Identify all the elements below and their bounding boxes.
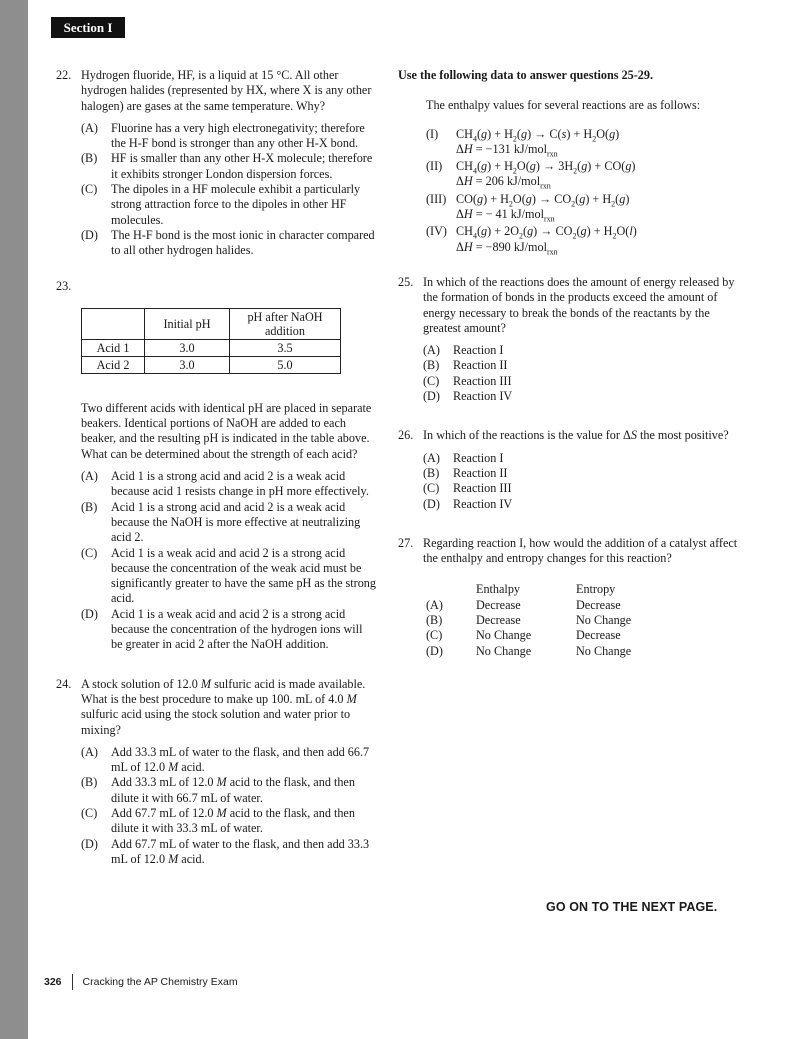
question-number: 27. [398, 535, 414, 550]
table-row [82, 339, 341, 356]
question-24 [56, 677, 376, 868]
question-23 [56, 279, 376, 653]
choice-text: Reaction II [453, 358, 508, 373]
page-footer [44, 974, 238, 990]
choice-label: (A) [81, 120, 98, 135]
enthalpy-value: ΔH = 206 kJ/mol$_{rxn}$ [456, 174, 551, 191]
table-cell: Acid 2 [82, 356, 145, 373]
table-cell: No Change [576, 613, 632, 628]
table-header: Initial pH [145, 308, 230, 339]
choice-text: Acid 1 is a weak acid and acid 2 is a strong acid because the concentration of the weak acid must be significantly greater to have the same pH as the strong acid. [111, 545, 376, 606]
answer-choice [81, 837, 376, 868]
question-25 [398, 275, 743, 404]
answer-choice [423, 497, 743, 512]
choice-text: HF is smaller than any other H-X molecule; therefore it exhibits stronger London dispersion forces. [111, 151, 373, 181]
choice-label: (D) [81, 606, 98, 621]
choice-label: (B) [81, 775, 98, 790]
ph-table [81, 308, 341, 374]
choice-label: (B) [423, 465, 440, 480]
reaction-equation: $CO(g) + H_2O(g) \to CO_2(g) + H_2(g)$ [456, 191, 630, 209]
table-cell: Decrease [576, 628, 621, 643]
answer-choice [423, 374, 743, 389]
answer-choice [81, 151, 376, 182]
reaction-item [426, 127, 743, 142]
question-stem: Regarding reaction I, how would the addition of a catalyst affect the enthalpy and entropy changes for this reaction? [423, 535, 738, 566]
choice-label: (D) [423, 496, 440, 511]
choice-label: (A) [81, 469, 98, 484]
table-header: Enthalpy [476, 582, 521, 597]
choice-text: Reaction III [453, 481, 512, 496]
question-stem: A stock solution of 12.0 M sulfuric acid is made available. What is the best procedure to make up 100. mL of 4.0 M sulfuric acid using the stock solution and water prior to mixing? [81, 676, 366, 737]
answer-choice [423, 466, 743, 481]
table-cell: 3.0 [145, 339, 230, 356]
answer-choice [423, 343, 743, 358]
table-cell: 3.0 [145, 356, 230, 373]
question-27 [398, 536, 743, 659]
choice-label: (C) [423, 373, 440, 388]
answer-choice [81, 500, 376, 546]
answer-choices [398, 343, 743, 404]
enthalpy-value: ΔH = −890 kJ/mol$_{rxn}$ [456, 239, 558, 257]
choice-label: (C) [423, 481, 440, 496]
choice-text: Add 67.7 mL of 12.0 M acid to the flask, and then dilute it with 33.3 mL of water. [111, 805, 355, 836]
answer-choice [81, 775, 376, 806]
choice-label: (C) [81, 182, 98, 197]
table-header [426, 582, 476, 597]
choice-text: Reaction IV [453, 389, 513, 404]
book-title: Cracking the AP Chemistry Exam [82, 976, 238, 988]
answer-choice [81, 121, 376, 152]
answer-choices [56, 469, 376, 653]
question-26 [398, 428, 743, 511]
choice-text: Fluorine has a very high electronegativity; therefore the H-F bond is stronger than any other H-X bond. [111, 120, 365, 151]
question-22 [56, 68, 376, 259]
data-intro: The enthalpy values for several reactions are as follows: [426, 98, 701, 113]
reaction-label: (II) [426, 159, 443, 174]
table-cell: No Change [476, 628, 532, 643]
answer-choice [81, 546, 376, 607]
question-number: 25. [398, 274, 414, 289]
go-on-notice: GO ON TO THE NEXT PAGE. [546, 900, 718, 914]
choice-text: Add 33.3 mL of water to the flask, and then add 66.7 mL of 12.0 M acid. [111, 744, 370, 775]
answer-choice [81, 228, 376, 259]
reaction-equation: $CH_4(g) + H_2(g) \to C(s) + H_2O(g)$ [456, 126, 620, 144]
choice-label: (D) [426, 643, 443, 658]
table-cell: Decrease [576, 597, 621, 612]
answer-choice [423, 481, 743, 496]
answer-choice [423, 358, 743, 373]
footer-divider [72, 974, 73, 990]
question-number: 22. [56, 68, 72, 82]
choice-label: (B) [426, 613, 443, 628]
choice-text: The dipoles in a HF molecule exhibit a particularly strong attraction force to the dipoles in other HF molecules. [111, 182, 361, 227]
choice-text: Reaction III [453, 373, 512, 388]
table-cell: No Change [476, 643, 532, 658]
choice-text: Reaction I [453, 450, 504, 465]
choice-label: (A) [426, 597, 443, 612]
table-cell: Decrease [476, 613, 521, 628]
table-cell: Acid 1 [82, 339, 145, 356]
choice-label: (D) [423, 389, 440, 404]
choice-text: Acid 1 is a strong acid and acid 2 is a weak acid because acid 1 resists change in pH more effectively. [111, 469, 369, 499]
answer-choices [398, 451, 743, 512]
choice-text: Acid 1 is a strong acid and acid 2 is a weak acid because the NaOH is more effective at neutralizing acid 2. [111, 499, 361, 545]
answer-choice [423, 389, 743, 404]
right-column [398, 68, 743, 659]
choice-label: (C) [426, 628, 443, 643]
table-cell: 5.0 [230, 356, 341, 373]
table-cell: No Change [576, 643, 632, 658]
choice-text: Add 33.3 mL of 12.0 M acid to the flask, and then dilute it with 66.7 mL of water. [111, 775, 355, 805]
table-cell: 3.5 [230, 339, 341, 356]
reaction-item [426, 224, 743, 239]
page-number: 326 [44, 976, 62, 988]
answer-choice [423, 451, 743, 466]
answer-choices [56, 745, 376, 867]
page-gutter [0, 0, 28, 1039]
choice-text: The H-F bond is the most ionic in character compared to all other hydrogen halides. [111, 227, 375, 258]
reaction-equation: $CH_4(g) + H_2O(g) \to 3H_2(g) + CO(g)$ [456, 159, 636, 176]
choice-label: (B) [81, 151, 98, 166]
question-stem: Two different acids with identical pH are placed in separate beakers. Identical portions of NaOH are added to each beaker, and the resulting pH is indicated in the table above. What can be determined about the strength of each acid? [81, 400, 372, 461]
enthalpy-value: ΔH = − 41 kJ/mol$_{rxn}$ [456, 207, 555, 224]
answer-choice [81, 469, 376, 500]
left-column [56, 68, 376, 867]
question-number: 26. [398, 428, 414, 443]
choice-text: Reaction I [453, 343, 504, 358]
enthalpy-entropy-table [426, 582, 743, 658]
reaction-item [426, 192, 743, 207]
table-header: pH after NaOH addition [230, 308, 341, 339]
answer-choice [81, 182, 376, 228]
reaction-equation: $CH_4(g) + 2O_2(g) \to CO_2(g) + H_2O(l)$ [456, 224, 637, 241]
reaction-label: (I) [426, 126, 439, 141]
question-stem: Hydrogen fluoride, HF, is a liquid at 15 °C. All other hydrogen halides (represented by HX, where X is any other halogen) are gases at the same temperature. Why? [81, 68, 372, 113]
reaction-list [426, 127, 743, 255]
choice-label: (B) [423, 358, 440, 373]
reaction-item [426, 159, 743, 174]
enthalpy-value: ΔH = −131 kJ/mol$_{rxn}$ [456, 141, 558, 159]
answer-choices [56, 121, 376, 259]
table-cell: Decrease [476, 597, 521, 612]
choice-label: (A) [423, 343, 440, 358]
question-stem: In which of the reactions does the amount of energy released by the formation of bonds in the products exceed the amount of energy necessary to break the bonds of the reactants by the greatest amount? [423, 274, 735, 335]
table-row [82, 356, 341, 373]
section-tab: Section I [51, 17, 125, 38]
choice-label: (D) [81, 227, 98, 242]
choice-label: (C) [81, 545, 98, 560]
question-number: 24. [56, 676, 72, 691]
choice-label: (A) [81, 744, 98, 759]
table-header: Entropy [576, 582, 616, 597]
table-header [82, 308, 145, 339]
answer-choice [81, 745, 376, 776]
question-number: 23. [56, 278, 72, 293]
answer-choice [81, 806, 376, 837]
answer-choice [81, 607, 376, 653]
choice-text: Add 67.7 mL of water to the flask, and then add 33.3 mL of 12.0 M acid. [111, 836, 370, 866]
reaction-label: (IV) [426, 224, 447, 239]
choice-label: (C) [81, 805, 98, 820]
reaction-label: (III) [426, 191, 447, 206]
choice-label: (A) [423, 450, 440, 465]
question-stem: In which of the reactions is the value for ΔS the most positive? [423, 428, 729, 443]
choice-label: (B) [81, 499, 98, 514]
choice-text: Acid 1 is a weak acid and acid 2 is a strong acid because the concentration of the hydrogen ions will be greater in acid 2 after the NaOH addition. [111, 606, 363, 652]
choice-text: Reaction IV [453, 496, 513, 511]
choice-text: Reaction II [453, 465, 508, 480]
data-heading: Use the following data to answer questions 25-29. [398, 68, 654, 82]
choice-label: (D) [81, 836, 98, 851]
